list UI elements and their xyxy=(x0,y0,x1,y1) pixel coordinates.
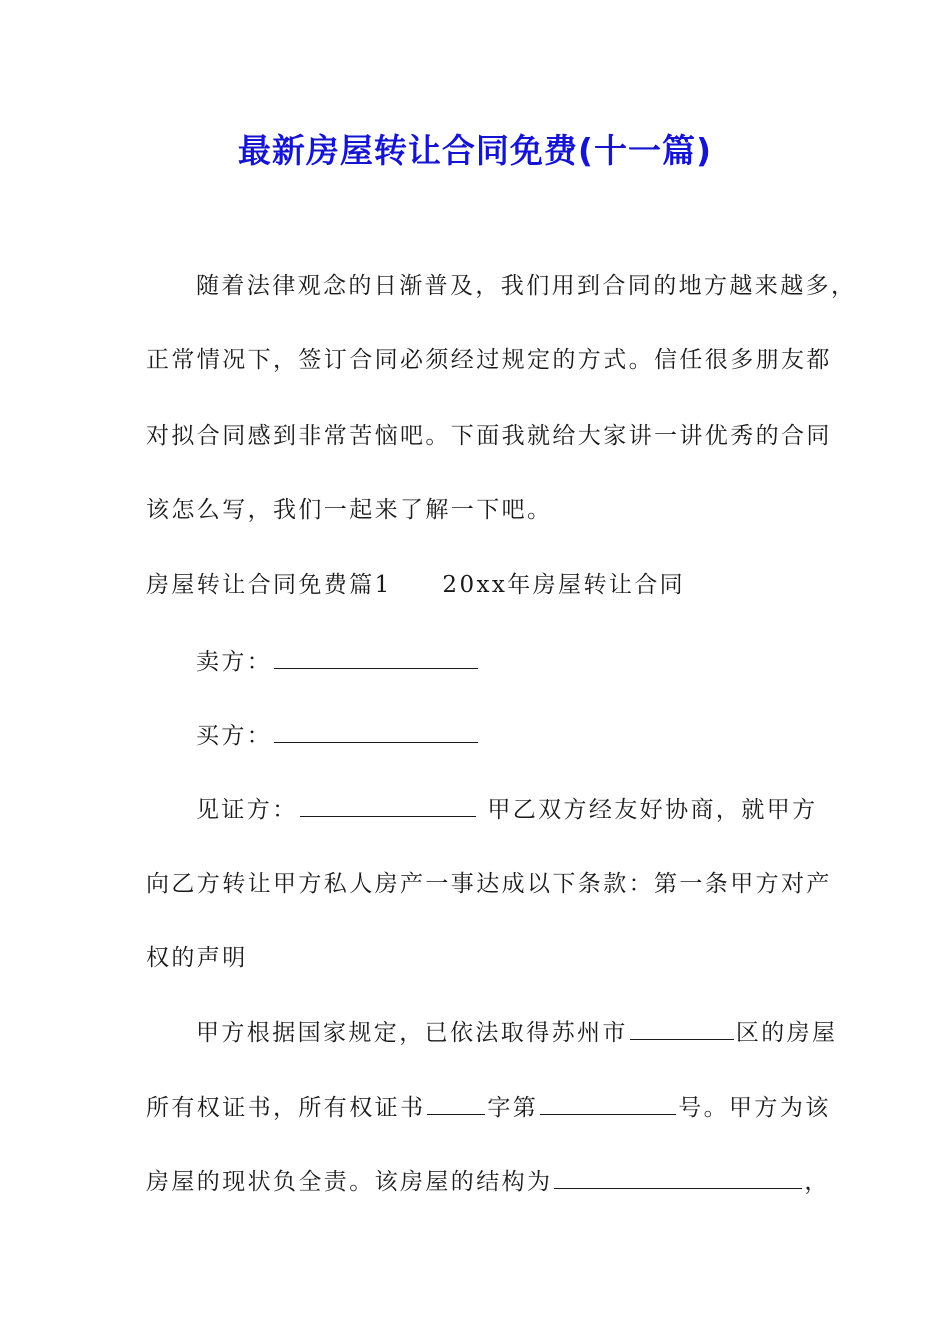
witness-line-3: 权的声明 xyxy=(146,945,248,971)
clause-text: 甲方根据国家规定，已依法取得苏州市 xyxy=(196,1020,628,1046)
intro-line-2: 正常情况下，签订合同必须经过规定的方式。信任很多朋友都 xyxy=(146,347,832,373)
clause-line-1 xyxy=(196,1013,837,1053)
buyer-line xyxy=(196,716,480,756)
clause-text: ， xyxy=(804,1169,830,1195)
intro-line-3: 对拟合同感到非常苦恼吧。下面我就给大家讲一讲优秀的合同 xyxy=(146,423,832,449)
buyer-blank xyxy=(274,720,478,743)
district-blank xyxy=(630,1017,734,1040)
buyer-label: 买方： xyxy=(196,723,273,749)
clause-text: 字第 xyxy=(487,1095,539,1121)
witness-line-2: 向乙方转让甲方私人房产一事达成以下条款：第一条甲方对产 xyxy=(146,871,832,897)
certificate-number-blank xyxy=(540,1092,676,1115)
clause-line-2 xyxy=(146,1088,831,1128)
clause-text: 区的房屋 xyxy=(735,1020,838,1046)
witness-line-1 xyxy=(196,790,818,830)
witness-tail: 甲乙双方经友好协商，就甲方 xyxy=(487,797,818,823)
section-heading: 房屋转让合同免费篇1 20xx年房屋转让合同 xyxy=(146,572,686,598)
seller-label: 卖方： xyxy=(196,649,273,675)
witness-label: 见证方： xyxy=(196,797,298,823)
witness-blank xyxy=(300,794,476,817)
structure-blank xyxy=(554,1166,802,1189)
intro-line-4: 该怎么写，我们一起来了解一下吧。 xyxy=(146,497,553,523)
seller-line xyxy=(196,642,480,682)
certificate-prefix-blank xyxy=(427,1092,485,1115)
intro-line-1: 随着法律观念的日渐普及，我们用到合同的地方越来越多， xyxy=(196,273,857,299)
clause-text: 号。甲方为该 xyxy=(678,1095,831,1121)
clause-text: 房屋的现状负全责。该房屋的结构为 xyxy=(146,1169,553,1195)
clause-text: 所有权证书，所有权证书 xyxy=(146,1095,426,1121)
clause-line-3 xyxy=(146,1162,830,1202)
document-title: 最新房屋转让合同免费(十一篇) xyxy=(237,131,713,170)
seller-blank xyxy=(274,646,478,669)
